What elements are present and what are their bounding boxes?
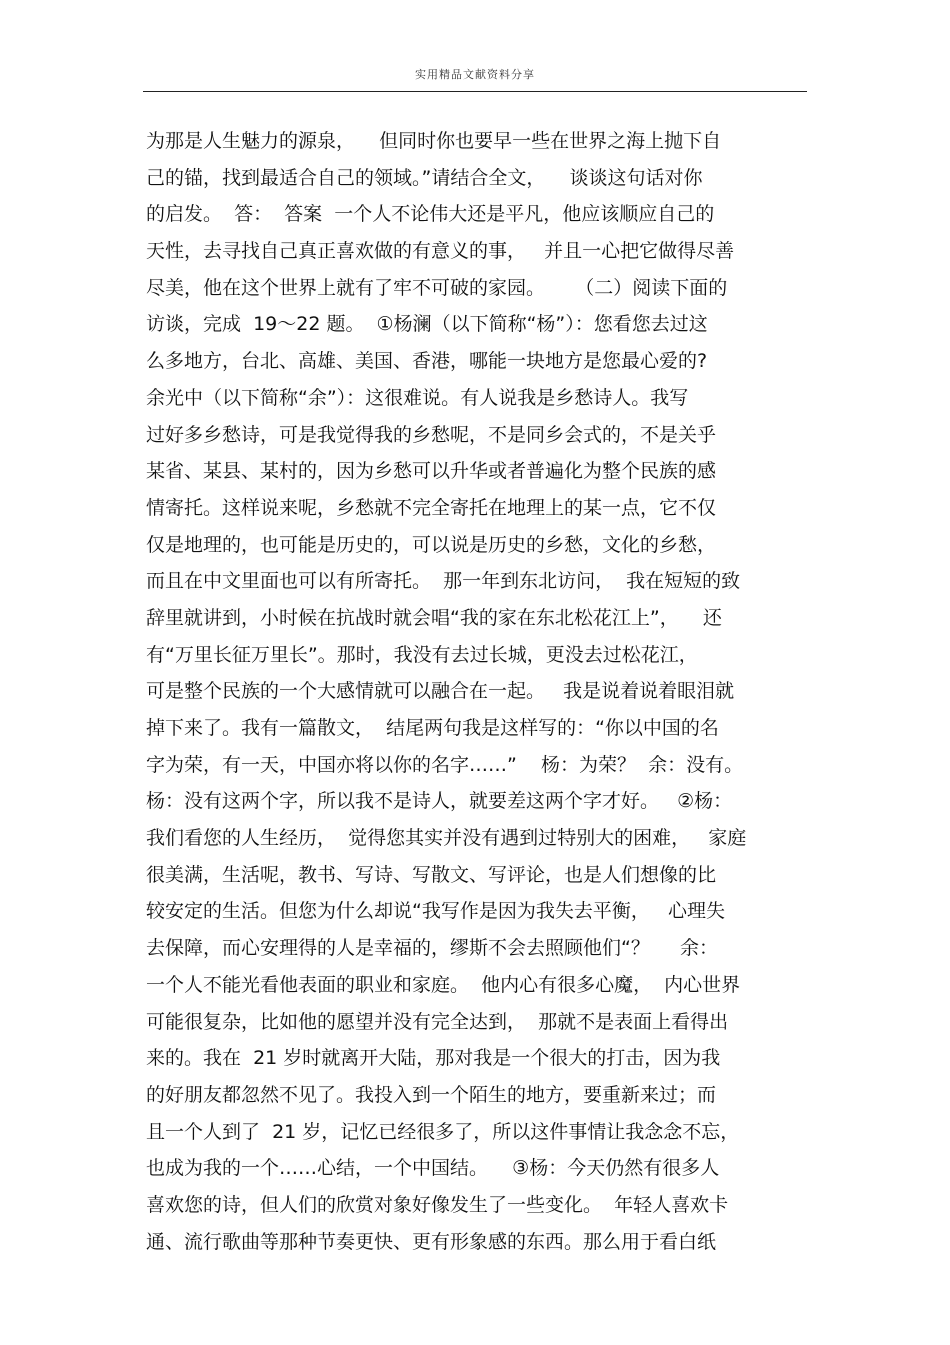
text-line: 且一个人到了 21 岁，记忆已经很多了，所以这件事情让我念念不忘，	[146, 1120, 740, 1143]
text-line: 喜欢您的诗，但人们的欣赏对象好像发生了一些变化。 年轻人喜欢卡	[146, 1193, 729, 1216]
text-line: 的好朋友都忽然不见了。我投入到一个陌生的地方，要重新来过；而	[146, 1083, 717, 1106]
text-line: 很美满，生活呢，教书、写诗、写散文、写评论，也是人们想像的比	[146, 863, 717, 886]
text-line: 某省、某县、某村的，因为乡愁可以升华或者普遍化为整个民族的感	[146, 460, 717, 483]
text-line: 可是整个民族的一个大感情就可以融合在一起。 我是说着说着眼泪就	[146, 680, 735, 703]
text-line: 我们看您的人生经历， 觉得您其实并没有遇到过特别大的困难， 家庭	[146, 827, 747, 850]
header-divider	[143, 91, 807, 92]
text-line: 一个人不能光看他表面的职业和家庭。 他内心有很多心魔， 内心世界	[146, 973, 741, 996]
text-line: 可能很复杂，比如他的愿望并没有完全达到， 那就不是表面上看得出	[146, 1010, 729, 1033]
page-header: 实用精品文献资料分享	[415, 68, 535, 81]
text-line: 余光中（以下简称“余”）：这很难说。有人说我是乡愁诗人。我写	[146, 386, 689, 409]
text-line: 较安定的生活。但您为什么却说“我写作是因为我失去平衡， 心理失	[146, 900, 725, 923]
text-line: 掉下来了。我有一篇散文， 结尾两句我是这样写的：“你以中国的名	[146, 717, 719, 739]
text-line: 天性，去寻找自己真正喜欢做的有意义的事， 并且一心把它做得尽善	[146, 240, 735, 263]
text-line: 情寄托。这样说来呢，乡愁就不完全寄托在地理上的某一点，它不仅	[146, 496, 717, 519]
text-line: 也成为我的一个……心结，一个中国结。 ③杨：今天仍然有很多人	[146, 1157, 720, 1180]
text-line: 为那是人生魅力的源泉， 但同时你也要早一些在世界之海上抛下自	[146, 130, 722, 152]
text-line: 有“万里长征万里长”。那时，我没有去过长城，更没去过松花江，	[146, 643, 698, 666]
text-line: 过好多乡愁诗，可是我觉得我的乡愁呢，不是同乡会式的，不是关乎	[146, 423, 717, 446]
document-body	[146, 123, 806, 1260]
text-line: 己的锚，找到最适合自己的领域。”请结合全文， 谈谈这句话对你	[146, 166, 703, 189]
text-line: 尽美，他在这个世界上就有了牢不可破的家园。 （二）阅读下面的	[146, 276, 728, 299]
text-line: 去保障，而心安理得的人是幸福的，缪斯不会去照顾他们“？ 余：	[146, 937, 719, 960]
text-line: 的启发。 答： 答案 一个人不论伟大还是平凡，他应该顺应自己的	[146, 203, 715, 226]
text-line: 来的。我在 21 岁时就离开大陆，那对我是一个很大的打击，因为我	[146, 1047, 721, 1070]
text-line: 字为荣，有一天，中国亦将以你的名字……” 杨：为荣？ 余：没有。	[146, 753, 744, 776]
text-line: 仅是地理的，也可能是历史的，可以说是历史的乡愁，文化的乡愁，	[146, 533, 717, 556]
text-line: 通、流行歌曲等那种节奏更快、更有形象感的东西。那么用于看白纸	[146, 1230, 717, 1253]
text-line: 辞里就讲到，小时候在抗战时就会唱“我的家在东北松花江上”， 还	[146, 606, 722, 629]
text-line: 访谈，完成 19～22 题。 ①杨澜（以下简称“杨”）：您看您去过这	[146, 313, 708, 336]
text-line: 杨：没有这两个字，所以我不是诗人，就要差这两个字才好。 ②杨：	[146, 790, 733, 813]
text-line: 么多地方，台北、高雄、美国、香港，哪能一块地方是您最心爱的?	[146, 350, 708, 373]
text-line: 而且在中文里面也可以有所寄托。 那一年到东北访问， 我在短短的致	[146, 570, 741, 593]
